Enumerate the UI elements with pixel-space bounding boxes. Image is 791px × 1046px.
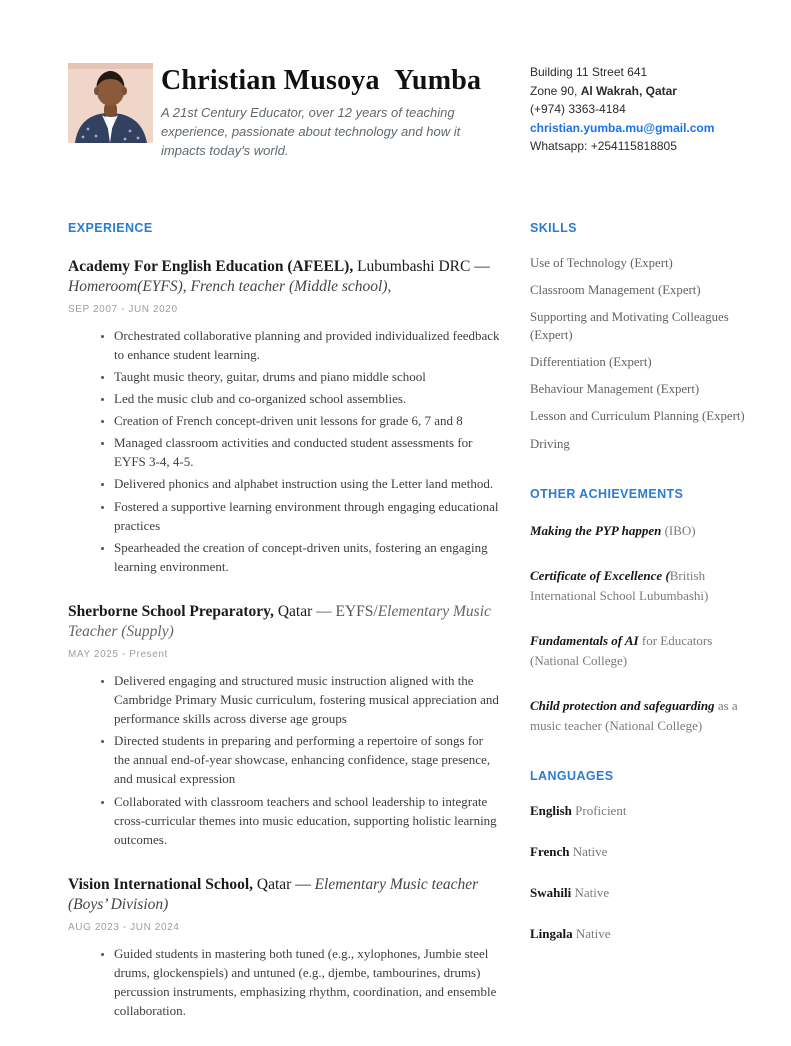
- achievement-item: Child protection and safeguarding as a music teacher (National College): [530, 698, 738, 733]
- whatsapp-number: Whatsapp: +254115818805: [530, 139, 677, 154]
- languages-heading: LANGUAGES: [530, 769, 614, 784]
- email-link[interactable]: christian.yumba.mu@gmail.com: [530, 120, 715, 135]
- job-dates: MAY 2025 - Present: [68, 648, 168, 660]
- languages-section: [530, 769, 763, 942]
- skill-item: Driving: [530, 436, 570, 451]
- job-entry-sherborne: [68, 602, 500, 849]
- header: [68, 63, 500, 161]
- phone-number: (+974) 3363-4184: [530, 102, 626, 117]
- address-city: Al Wakrah, Qatar: [580, 83, 677, 98]
- job-bullet-list: [68, 326, 500, 576]
- language-item: Swahili Native: [530, 885, 610, 901]
- job-bullet: • Creation of French concept-driven unit lessons for grade 6, 7 and 8: [114, 411, 500, 430]
- job-bullet: • Delivered phonics and alphabet instruction using the Letter land method.: [114, 474, 500, 493]
- skill-item: Supporting and Motivating Colleagues (Expert): [530, 310, 729, 342]
- achievements-heading: OTHER ACHIEVEMENTS: [530, 486, 684, 501]
- job-title: Vision International School, Qatar — Elementary Music teacher (Boys’ Division): [68, 875, 479, 914]
- job-dates: SEP 2007 - JUN 2020: [68, 303, 178, 315]
- job-entry-afeel: [68, 257, 500, 576]
- language-item: Lingala Native: [530, 926, 611, 942]
- job-bullet: • Fostered a supportive learning environment through engaging educational practices: [114, 497, 500, 535]
- job-bullet: • Delivered engaging and structured music instruction aligned with the Cambridge Primary Music curriculum, fostering musical appreciation and performance skills across diverse age groups: [114, 671, 500, 728]
- address-line1: Building 11 Street 641: [530, 65, 648, 79]
- achievements-section: [530, 487, 763, 736]
- skill-item: Use of Technology (Expert): [530, 255, 673, 270]
- job-bullet: • Orchestrated collaborative planning and provided individualized feedback to enhance student learning.: [114, 326, 500, 364]
- skill-item: Differentiation (Expert): [530, 354, 652, 369]
- job-bullet-list: [68, 944, 500, 1020]
- contact-block: [530, 63, 763, 161]
- job-bullet: • Guided students in mastering both tuned (e.g., xylophones, Jumbie steel drums, glockenspiels) and untuned (e.g., djembe, tambourines, drums) percussion instruments, emphasizing rhythm, coordination, and ensemble collaboration.: [114, 944, 500, 1020]
- skill-item: Classroom Management (Expert): [530, 282, 701, 297]
- address-line2: Zone 90, Al Wakrah, Qatar: [530, 83, 677, 98]
- achievement-item: Certificate of Excellence (British International School Lubumbashi): [530, 568, 709, 603]
- language-item: English Proficient: [530, 803, 627, 819]
- skills-heading: SKILLS: [530, 220, 577, 235]
- skills-section: [530, 221, 763, 453]
- job-bullet-list: [68, 671, 500, 849]
- skill-item: Behaviour Management (Expert): [530, 382, 700, 397]
- person-name: Christian Musoya Yumba: [161, 65, 482, 96]
- job-bullet: • Collaborated with classroom teachers and school leadership to integrate cross-curricular themes into music education, supporting holistic learning outcomes.: [114, 792, 500, 849]
- job-bullet: • Spearheaded the creation of concept-driven units, fostering an engaging learning environment.: [114, 538, 500, 576]
- achievement-item: Making the PYP happen (IBO): [530, 522, 696, 538]
- experience-heading: EXPERIENCE: [68, 220, 153, 235]
- job-bullet: • Taught music theory, guitar, drums and piano middle school: [114, 367, 500, 386]
- job-bullet: • Managed classroom activities and conducted student assessments for EYFS 3-4, 4-5.: [114, 433, 500, 471]
- language-item: French Native: [530, 844, 608, 860]
- job-bullet: • Directed students in preparing and performing a repertoire of songs for the annual end-of-year showcase, enhancing confidence, stage presence, and musical expression: [114, 731, 500, 788]
- achievement-item: Fundamentals of AI for Educators (National College): [530, 633, 713, 668]
- job-bullet: • Led the music club and co-organized school assemblies.: [114, 389, 500, 408]
- job-dates: AUG 2023 - JUN 2024: [68, 921, 180, 933]
- experience-section: [68, 221, 500, 1046]
- job-title: Sherborne School Preparatory, Qatar — EYFS/Elementary Music Teacher (Supply): [68, 602, 491, 641]
- job-entry-vision: [68, 875, 500, 1020]
- tagline: A 21st Century Educator, over 12 years of teaching experience, passionate about technology and how it impacts today's world.: [161, 105, 461, 158]
- profile-photo: [68, 63, 153, 143]
- skill-item: Lesson and Curriculum Planning (Expert): [530, 409, 745, 424]
- job-title: Academy For English Education (AFEEL), Lubumbashi DRC — Homeroom(EYFS), French teacher (Middle school),: [68, 257, 490, 296]
- sidebar: [530, 221, 763, 1046]
